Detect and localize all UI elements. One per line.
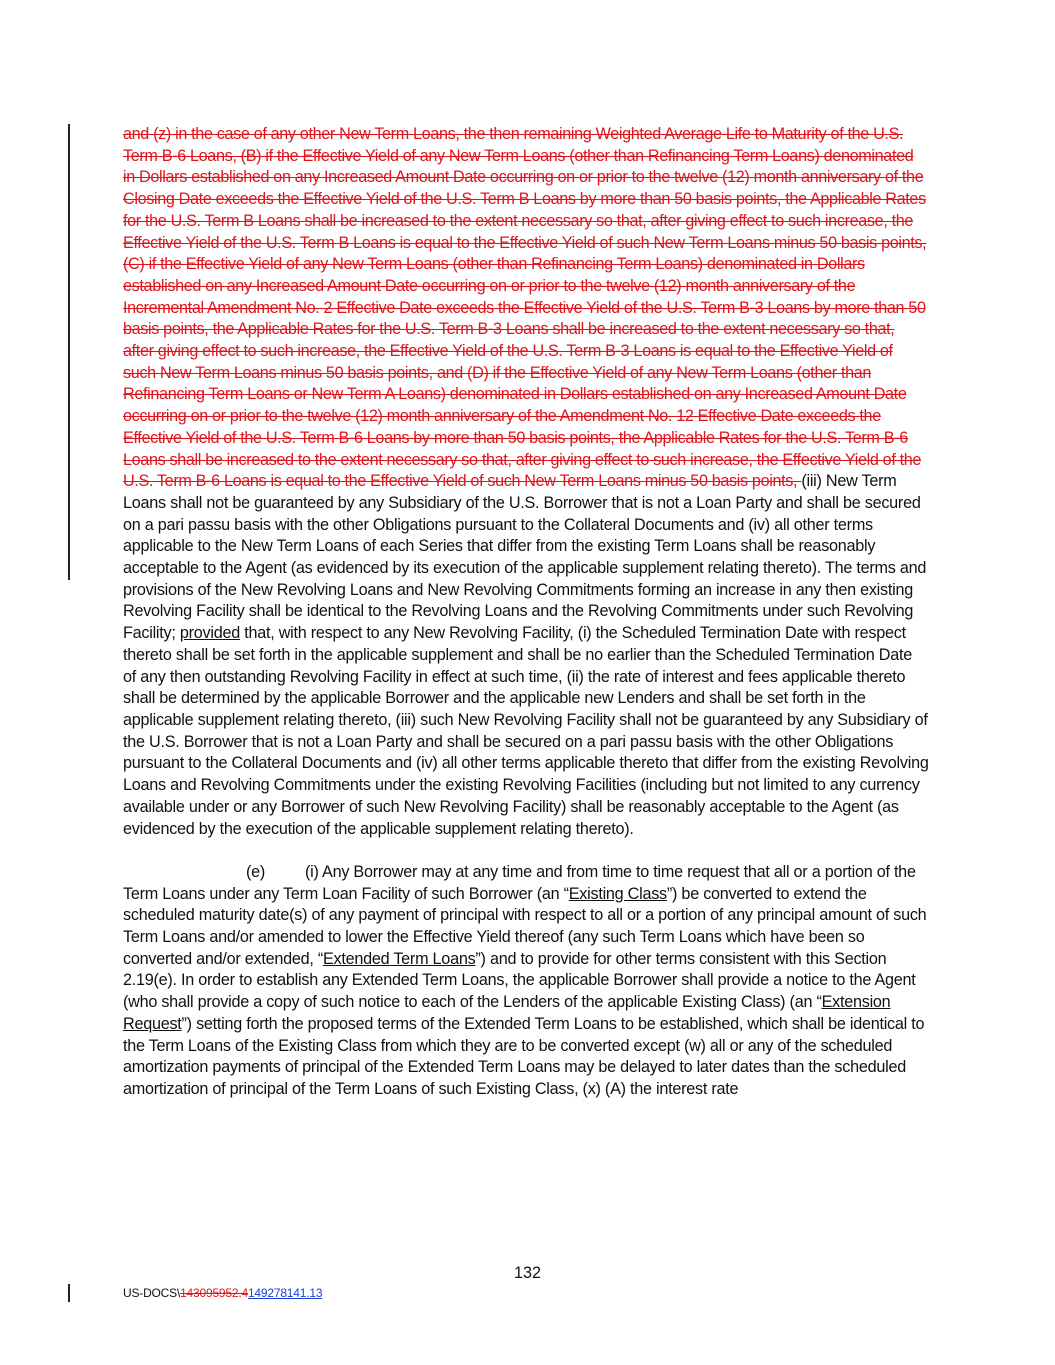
- defined-term-extension-request: Extension Request: [123, 993, 891, 1033]
- footer-new-id[interactable]: 149278141.13: [247, 1286, 323, 1300]
- page-number: 132: [513, 1264, 541, 1282]
- paragraph-extension: [123, 862, 929, 1101]
- defined-term-extended-term-loans: Extended Term Loans: [322, 949, 476, 968]
- paragraph-new-loans: [123, 124, 929, 840]
- extension-text-b: ”) be converted to extend the scheduled maturity date(s) of any payment of principal with respect to all or a portion of any principal amount of such Term Loans and/or amended to lower the Effective Yield thereof (any such Term Loans which have been so converted and/or extended, “: [123, 884, 927, 968]
- change-bar-footer: [68, 1284, 70, 1302]
- document-body: [123, 124, 929, 1101]
- clause-label-i: (i): [305, 862, 319, 881]
- section-label-e: (e): [246, 862, 266, 881]
- footer-doc-id: [123, 1286, 322, 1300]
- extension-text-d: ”) setting forth the proposed terms of the Extended Term Loans to be established, which shall be identical to the Term Loans of the Existing Class from which they are to be converted except (w) all or any of the scheduled amortization payments of principal of the Extended Term Loans may be delayed to later dates than the scheduled amortization of principal of the Term Loans of such Existing Class, (x) (A) the interest rate: [123, 1014, 925, 1098]
- paragraph-text-a: (iii) New Term Loans shall not be guaranteed by any Subsidiary of the U.S. Borrower that is not a Loan Party and shall be secured on a pari passu basis with the other Obligations pursuant to the Collateral Documents and (iv) all other terms applicable to the New Term Loans of each Series that differ from the existing Term Loans shall be reasonably acceptable to the Agent (as evidenced by its execution of the applicable supplement relating thereto). The terms and provisions of the New Revolving Loans and New Revolving Commitments forming an increase in any then existing Revolving Facility shall be identical to the Revolving Loans and the Revolving Commitments under such Revolving Facility;: [123, 472, 927, 643]
- provided-term: provided: [179, 624, 240, 643]
- footer-prefix: US-DOCS\: [123, 1286, 181, 1300]
- extension-text-a: Any Borrower may at any time and from time to time request that all or a portion of the Term Loans under any Term Loan Facility of such Borrower (an “: [123, 862, 916, 903]
- defined-term-existing-class: Existing Class: [568, 884, 667, 903]
- deleted-text: and (z) in the case of any other New Term Loans, the then remaining Weighted Average Life to Maturity of the U.S. Term B-6 Loans, (B) if the Effective Yield of any New Term Loans (other than Refinancing Term Loans) denominated in Dollars established on any Increased Amount Date occurring on or prior to the twelve (12) month anniversary of the Closing Date exceeds the Effective Yield of the U.S. Term B Loans by more than 50 basis points, the Applicable Rates for the U.S. Term B Loans shall be increased to the extent necessary so that, after giving effect to such increase, the Effective Yield of the U.S. Term B Loans is equal to the Effective Yield of such New Term Loans minus 50 basis points, (C) if the Effective Yield of any New Term Loans (other than Refinancing Term Loans) denominated in Dollars established on any Increased Amount Date occurring on or prior to the twelve (12) month anniversary of the Incremental Amendment No. 2 Effective Date exceeds the Effective Yield of the U.S. Term B-3 Loans by more than 50 basis points, the Applicable Rates for the U.S. Term B-3 Loans shall be increased to the extent necessary so that, after giving effect to such increase, the Effective Yield of the U.S. Term B-3 Loans is equal to the Effective Yield of such New Term Loans minus 50 basis points, and (D) if the Effective Yield of any New Term Loans (other than Refinancing Term Loans or New Term A Loans) denominated in Dollars established on any Increased Amount Date occurring on or prior to the twelve (12) month anniversary of the Amendment No. 12 Effective Date exceeds the Effective Yield of the U.S. Term B-6 Loans by more than 50 basis points, the Applicable Rates for the U.S. Term B-6 Loans shall be increased to the extent necessary so that, after giving effect to such increase, the Effective Yield of the U.S. Term B-6 Loans is equal to the Effective Yield of such New Term Loans minus 50 basis points,: [123, 125, 927, 491]
- extension-text-c: ”) and to provide for other terms consistent with this Section 2.19(e). In order to establish any Extended Term Loans, the applicable Borrower shall provide a notice to the Agent (who shall provide a copy of such notice to each of the Lenders of the applicable Existing Class) (an “: [123, 949, 916, 1012]
- change-bar-top: [68, 124, 70, 580]
- paragraph-text-b: that, with respect to any New Revolving Facility, (i) the Scheduled Termination Date with respect thereto shall be set forth in the applicable supplement and shall be no earlier than the Scheduled Termination Date of any then outstanding Revolving Facility in effect at such time, (ii) the rate of interest and fees applicable thereto shall be determined by the applicable Borrower and the applicable new Lenders and shall be set forth in the applicable supplement relating thereto, (iii) such New Revolving Facility shall not be guaranteed by any Subsidiary of the U.S. Borrower that is not a Loan Party and shall be secured on a pari passu basis with the other Obligations pursuant to the Collateral Documents and (iv) all other terms applicable thereto that differ from the existing Revolving Loans and Revolving Commitments under the existing Revolving Facilities (including but not limited to any currency available under or any Borrower of such New Revolving Facility) shall be reasonably acceptable to the Agent (as evidenced by the execution of the applicable supplement relating thereto).: [123, 624, 929, 838]
- footer-old-id: 143095952.4: [180, 1286, 248, 1300]
